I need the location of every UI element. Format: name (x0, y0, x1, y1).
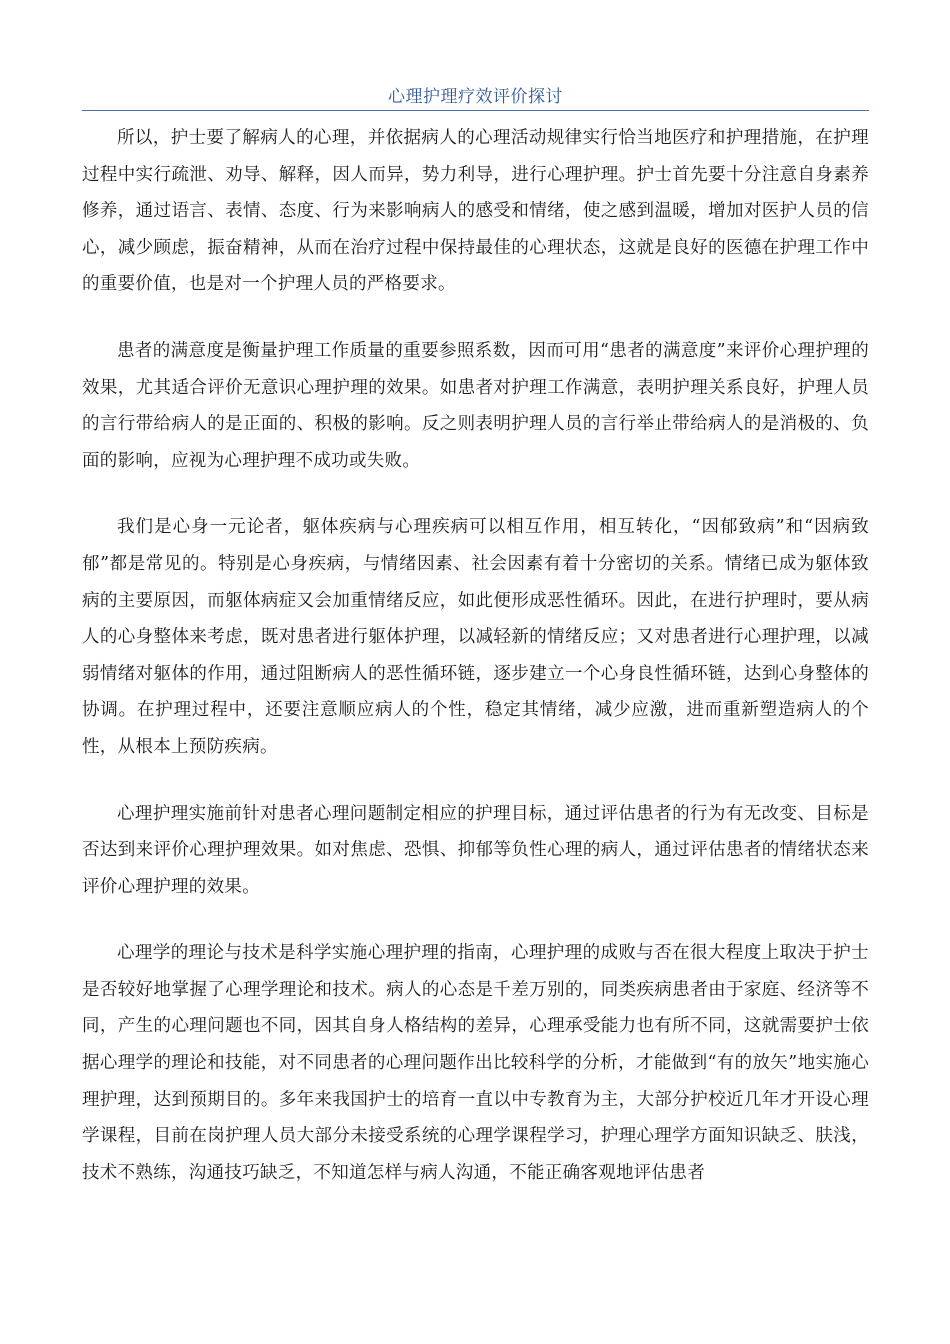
document-title: 心理护理疗效评价探讨 (388, 87, 563, 107)
paragraph-1: 所以，护士要了解病人的心理，并依据病人的心理活动规律实行恰当地医疗和护理措施，在护理过程中实行疏泄、劝导、解释，因人而异，势力利导，进行心理护理。护士首先要十分注意自身素养修养，通过语言、表情、态度、行为来影响病人的感受和情绪，使之感到温暖，增加对医护人员的信心，减少顾虑，振奋精神，从而在治疗过程中保持最佳的心理状态，这就是良好的医德在护理工作中的重要价值，也是对一个护理人员的严格要求。 (82, 128, 869, 295)
document-body (82, 120, 869, 1221)
paragraph-3: 我们是心身一元论者，躯体疾病与心理疾病可以相互作用，相互转化，“因郁致病”和“因病致郁”都是常见的。特别是心身疾病，与情绪因素、社会因素有着十分密切的关系。情绪已成为躯体致病的主要原因，而躯体病症又会加重情绪反应，如此便形成恶性循环。因此，在进行护理时，要从病人的心身整体来考虑，既对患者进行躯体护理，以减轻新的情绪反应；又对患者进行心理护理，以减弱情绪对躯体的作用，通过阻断病人的恶性循环链，逐步建立一个心身良性循环链，达到心身整体的协调。在护理过程中，还要注意顺应病人的个性，稳定其情绪，减少应激，进而重新塑造病人的个性，从根本上预防疾病。 (82, 517, 869, 757)
paragraph-5: 心理学的理论与技术是科学实施心理护理的指南，心理护理的成败与否在很大程度上取决于护士是否较好地掌握了心理学理论和技术。病人的心态是千差万别的，同类疾病患者由于家庭、经济等不同，产生的心理问题也不同，因其自身人格结构的差异，心理承受能力也有所不同，这就需要护士依据心理学的理论和技能，对不同患者的心理问题作出比较科学的分析，才能做到“有的放矢”地实施心理护理，达到预期目的。多年来我国护士的培育一直以中专教育为主，大部分护校近几年才开设心理学课程，目前在岗护理人员大部分未接受系统的心理学课程学习，护理心理学方面知识缺乏、肤浅，技术不熟练，沟通技巧缺乏，不知道怎样与病人沟通，不能正确客观地评估患者 (82, 943, 869, 1183)
paragraph-2: 患者的满意度是衡量护理工作质量的重要参照系数，因而可用“患者的满意度”来评价心理护理的效果，尤其适合评价无意识心理护理的效果。如患者对护理工作满意，表明护理关系良好，护理人员的言行带给病人的是正面的、积极的影响。反之则表明护理人员的言行举止带给病人的是消极的、负面的影响，应视为心理护理不成功或失败。 (82, 340, 869, 471)
paragraph-4: 心理护理实施前针对患者心理问题制定相应的护理目标，通过评估患者的行为有无改变、目标是否达到来评价心理护理效果。如对焦虑、恐惧、抑郁等负性心理的病人，通过评估患者的情绪状态来评价心理护理的效果。 (82, 803, 869, 897)
page-header (82, 80, 869, 111)
